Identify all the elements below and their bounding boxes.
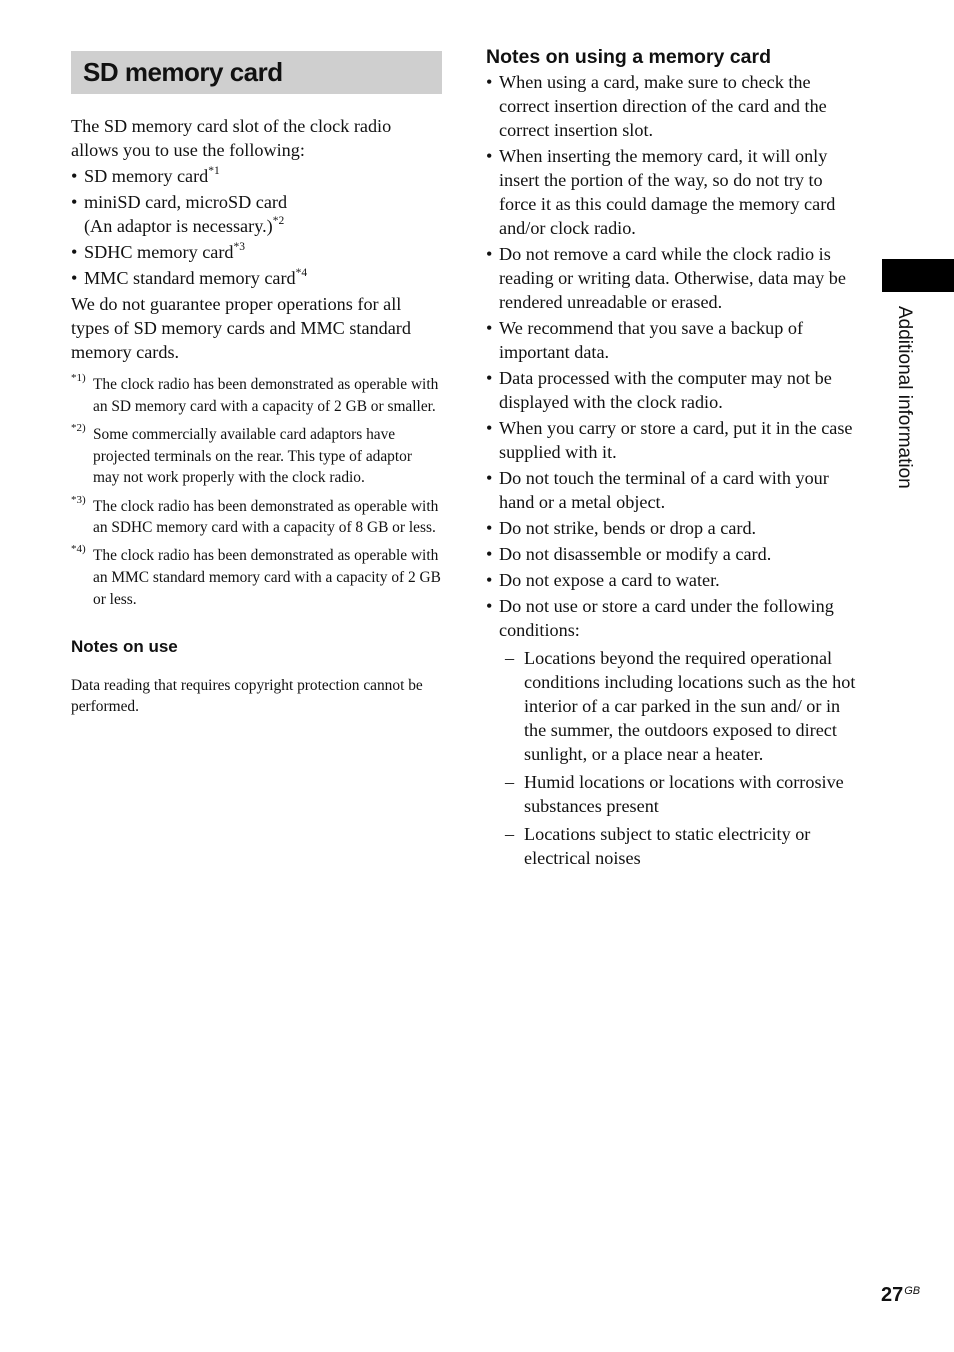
left-column <box>71 51 442 718</box>
footnote: *1) The clock radio has been demonstrated as operable with an SD memory card with a capacity of 2 GB or smaller. <box>71 372 439 415</box>
conditions-list <box>486 646 858 870</box>
section-title: SD memory card <box>71 51 442 94</box>
notes-on-use-heading: Notes on use <box>71 636 178 656</box>
list-item: • Do not touch the terminal of a card with your hand or a metal object. <box>486 466 858 514</box>
notes-card-heading: Notes on using a memory card <box>486 46 771 68</box>
list-item: • Data processed with the computer may not be displayed with the clock radio. <box>486 366 858 414</box>
intro-paragraph: The SD memory card slot of the clock radio allows you to use the following: <box>71 116 392 160</box>
side-section-label: Additional information <box>894 306 915 489</box>
list-item: – Humid locations or locations with corrosive substances present <box>486 770 858 818</box>
list-item: • Do not disassemble or modify a card. <box>486 542 858 566</box>
guarantee-paragraph: We do not guarantee proper operations for all types of SD memory cards and MMC standard memory cards. <box>71 294 411 362</box>
list-item: – Locations beyond the required operational conditions including locations such as the hot interior of a car parked in the sun and/ or in the summer, the outdoors exposed to direct sunlight, or a place near a heater. <box>486 646 858 766</box>
list-item: • SD memory card$^{*1}$ <box>71 164 442 188</box>
footnotes <box>71 374 442 611</box>
list-item: – Locations subject to static electricity or electrical noises <box>486 822 858 870</box>
footnote: *2) Some commercially available card adaptors have projected terminals on the rear. This type of adaptor may not work properly with the clock radio. <box>71 421 412 487</box>
list-item: • Do not strike, bends or drop a card. <box>486 516 858 540</box>
list-item: • Do not remove a card while the clock radio is reading or writing data. Otherwise, data may be rendered unreadable or erased. <box>486 242 858 314</box>
supported-cards-list <box>71 164 442 290</box>
list-item: • When you carry or store a card, put it in the case supplied with it. <box>486 416 858 464</box>
list-item: • When using a card, make sure to check the correct insertion direction of the card and the correct insertion slot. <box>486 70 858 142</box>
list-item: • miniSD card, microSD card (An adaptor is necessary.)$^{*2}$ <box>71 190 442 238</box>
notes-on-use-text: Data reading that requires copyright protection cannot be performed. <box>71 676 423 716</box>
notes-card-list <box>486 70 858 642</box>
list-item: • Do not expose a card to water. <box>486 568 858 592</box>
page-number: $27^{GB}$ <box>881 1284 921 1306</box>
side-tab-marker <box>882 259 954 292</box>
footnote: *3) The clock radio has been demonstrated as operable with an SDHC memory card with a capacity of 8 GB or less. <box>71 493 439 537</box>
list-item: • SDHC memory card$^{*3}$ <box>71 240 442 264</box>
list-item: • When inserting the memory card, it will only insert the portion of the way, so do not try to force it as this could damage the memory card and/or clock radio. <box>486 144 858 240</box>
list-item: • We recommend that you save a backup of important data. <box>486 316 858 364</box>
list-item: • Do not use or store a card under the following conditions: <box>486 594 858 642</box>
list-item: • MMC standard memory card$^{*4}$ <box>71 266 442 290</box>
right-column <box>486 44 858 874</box>
footnote: *4) The clock radio has been demonstrated as operable with an MMC standard memory card with a capacity of 2 GB or less. <box>71 543 441 608</box>
